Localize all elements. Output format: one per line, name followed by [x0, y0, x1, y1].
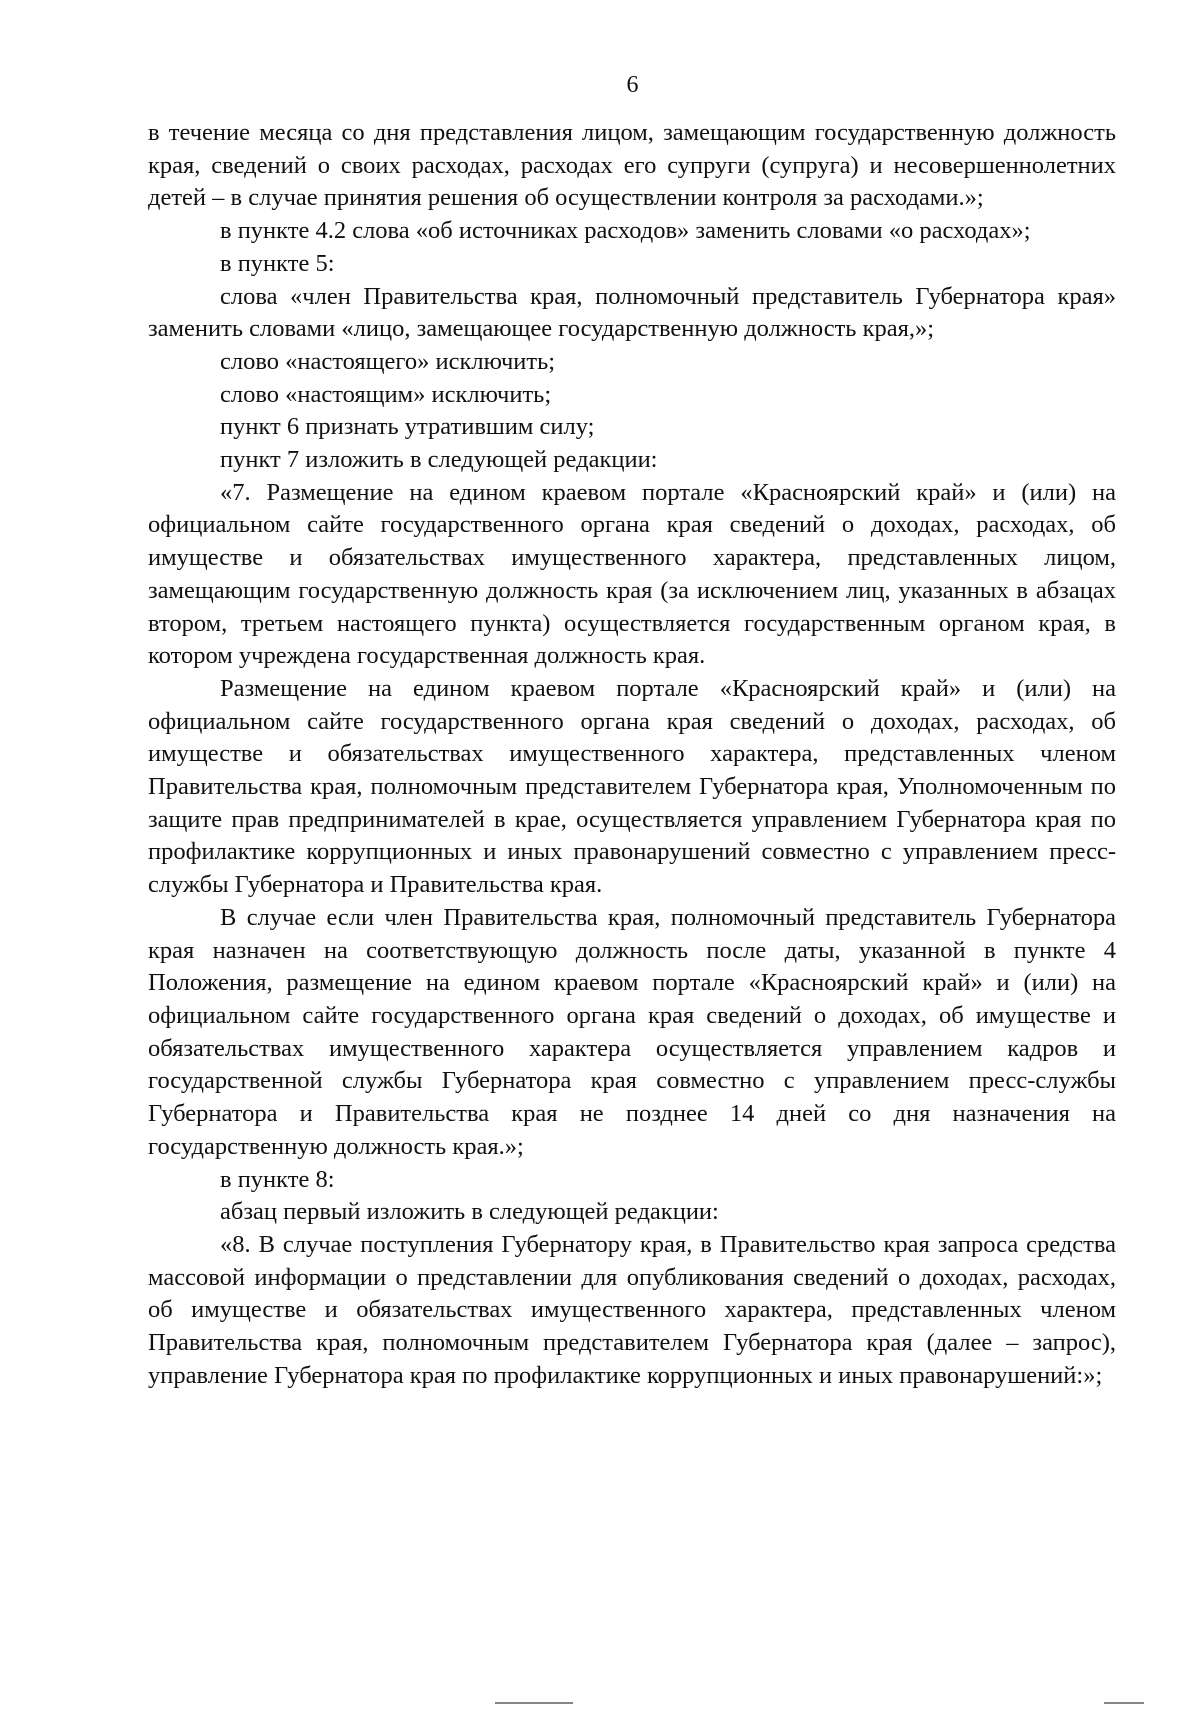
scan-edge-mark [1104, 1702, 1144, 1704]
paragraph-continuation: в течение месяца со дня представления лицом, замещающим государственную должность края, сведений о своих расходах, расходах его супруги (супруга) и несовершеннолетних детей – в случае принятия решения об осуществлении контроля за расходами.»; [148, 119, 1116, 212]
paragraph-item-8-heading: в пункте 8: [220, 1165, 335, 1193]
paragraph-item-5-words: слова «член Правительства края, полномочный представитель Губернатора края» заменить словами «лицо, замещающее государственную должность края,»; [148, 282, 1116, 343]
paragraph-word-nastoyashchim: слово «настоящим» исключить; [220, 380, 552, 408]
paragraph-word-nastoyashchego: слово «настоящего» исключить; [220, 347, 556, 375]
paragraph-item-4-2: в пункте 4.2 слова «об источниках расходов» заменить словами «о расходах»; [220, 217, 1031, 245]
scan-edge-mark [495, 1702, 573, 1704]
document-body [148, 117, 1116, 1392]
paragraph-item-6: пункт 6 признать утратившим силу; [220, 413, 595, 441]
paragraph-item-7-second: Размещение на едином краевом портале «Красноярский край» и (или) на официальном сайте государственного органа края сведений о доходах, расходах, об имуществе и обязательствах имущественного характера, представленных членом Правительства края, полномочным представителем Губернатора края, Уполномоченным по защите прав предпринимателей в крае, осуществляется управлением Губернатора края по профилактике коррупционных и иных правонарушений совместно с управлением пресс-службы Губернатора и Правительства края. [148, 674, 1116, 899]
paragraph-item-7-third: В случае если член Правительства края, полномочный представитель Губернатора края назначен на соответствующую должность после даты, указанной в пункте 4 Положения, размещение на едином краевом портале «Красноярский край» и (или) на официальном сайте государственного органа края сведений о доходах, об имуществе и обязательствах имущественного характера осуществляется управлением кадров и государственной службы Губернатора края совместно с управлением пресс-службы Губернатора и Правительства края не позднее 14 дней со дня назначения на государственную должность края.»; [148, 903, 1116, 1160]
page-number: 6 [626, 72, 639, 98]
paragraph-item-7-heading: пункт 7 изложить в следующей редакции: [220, 446, 658, 474]
paragraph-item-5-heading: в пункте 5: [220, 249, 335, 277]
paragraph-item-8-text: «8. В случае поступления Губернатору края, в Правительство края запроса средства массовой информации о представлении для опубликования сведений о доходах, расходах, об имуществе и обязательствах имущественного характера, представленных членом Правительства края, полномочным представителем Губернатора края (далее – запрос), управление Губернатора края по профилактике коррупционных и иных правонарушений:»; [148, 1230, 1116, 1389]
paragraph-item-7-text: «7. Размещение на едином краевом портале «Красноярский край» и (или) на официальном сайте государственного органа края сведений о доходах, расходах, об имуществе и обязательствах имущественного характера, представленных лицом, замещающим государственную должность края (за исключением лиц, указанных в абзацах втором, третьем настоящего пункта) осуществляется государственным органом края, в котором учреждена государственная должность края. [148, 478, 1116, 670]
paragraph-item-8-abzac: абзац первый изложить в следующей редакции: [220, 1198, 719, 1226]
